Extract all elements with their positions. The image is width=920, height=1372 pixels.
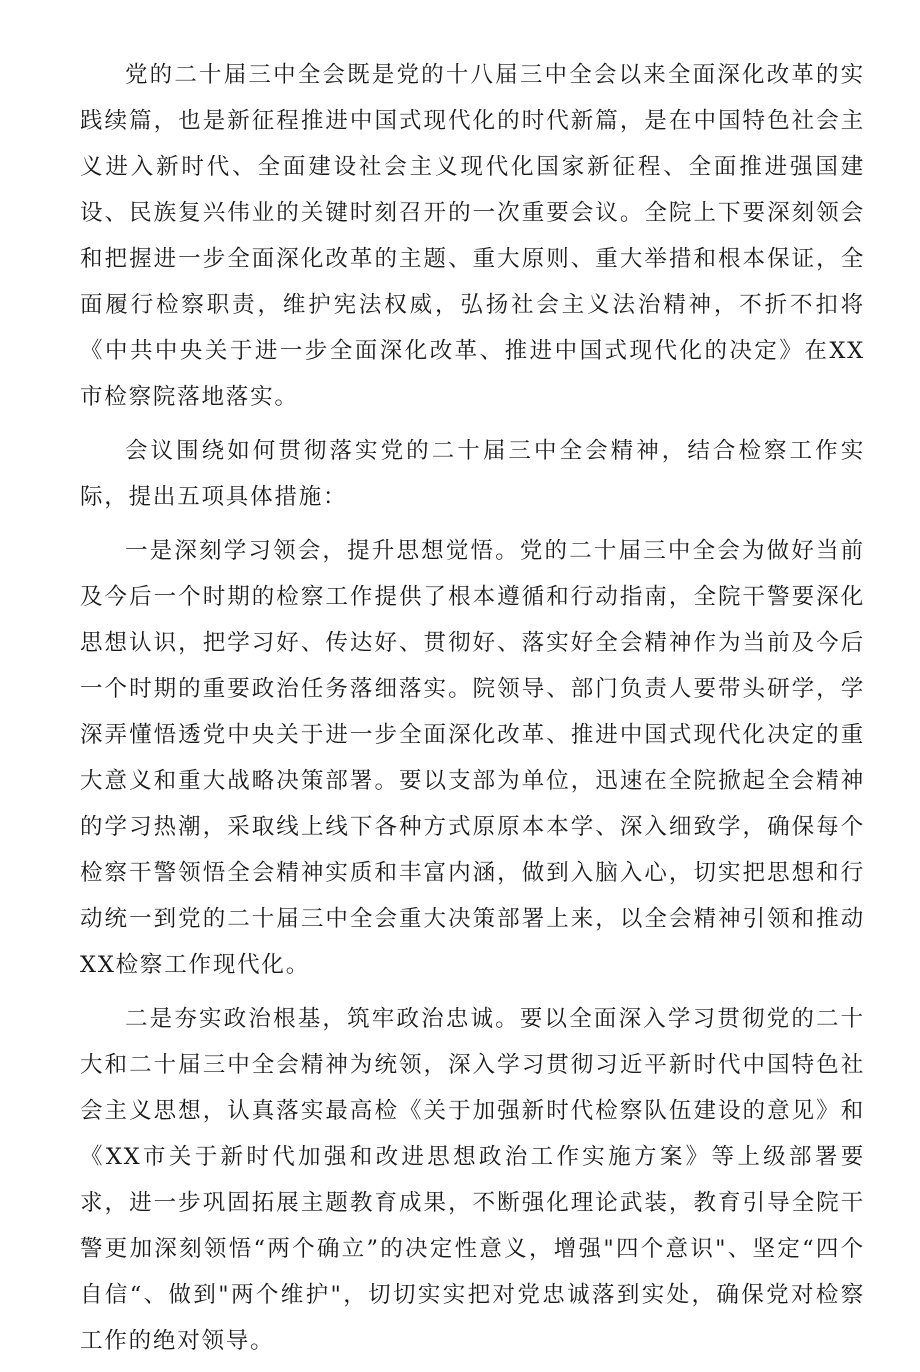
paragraph-intro: 党的二十届三中全会既是党的十八届三中全会以来全面深化改革的实践续篇，也是新征程推进中国式现代化的时代新篇，是在中国特色社会主义进入新时代、全面建设社会主义现代化国家新征程、全面推进强国建设、民族复兴伟业的关键时刻召开的一次重要会议。全院上下要深刻领会和把握进一步全面深化改革的主题、重大原则、重大举措和根本保证，全面履行检察职责，维护宪法权威，弘扬社会主义法治精神，不折不扣将《中共中央关于进一步全面深化改革、推进中国式现代化的决定》在XX市检察院落地落实。: [80, 62, 865, 410]
document-body: [80, 52, 865, 1372]
paragraph-measures-lead: 会议围绕如何贯彻落实党的二十届三中全会精神，结合检察工作实际，提出五项具体措施：: [80, 438, 865, 510]
paragraph-measure-1: 一是深刻学习领会，提升思想觉悟。党的二十届三中全会为做好当前及今后一个时期的检察工作提供了根本遵循和行动指南，全院干警要深化思想认识，把学习好、传达好、贯彻好、落实好全会精神作为当前及今后一个时期的重要政治任务落细落实。院领导、部门负责人要带头研学，学深弄懂悟透党中央关于进一步全面深化改革、推进中国式现代化决定的重大意义和重大战略决策部署。要以支部为单位，迅速在全院掀起全会精神的学习热潮，采取线上线下各种方式原原本本学、深入细致学，确保每个检察干警领悟全会精神实质和丰富内涵，做到入脑入心，切实把思想和行动统一到党的二十届三中全会重大决策部署上来，以全会精神引领和推动XX检察工作现代化。: [80, 538, 865, 978]
paragraph-measure-2: 二是夯实政治根基，筑牢政治忠诚。要以全面深入学习贯彻党的二十大和二十届三中全会精神为统领，深入学习贯彻习近平新时代中国特色社会主义思想，认真落实最高检《关于加强新时代检察队伍建设的意见》和《XX市关于新时代加强和改进思想政治工作实施方案》等上级部署要求，进一步巩固拓展主题教育成果，不断强化理论武装，教育引导全院干警更加深刻领悟“两个确立”的决定性意义，增强"四个意识"、坚定“四个自信“、做到"两个维护"，切切实实把对党忠诚落到实处，确保党对检察工作的绝对领导。: [80, 1006, 865, 1354]
